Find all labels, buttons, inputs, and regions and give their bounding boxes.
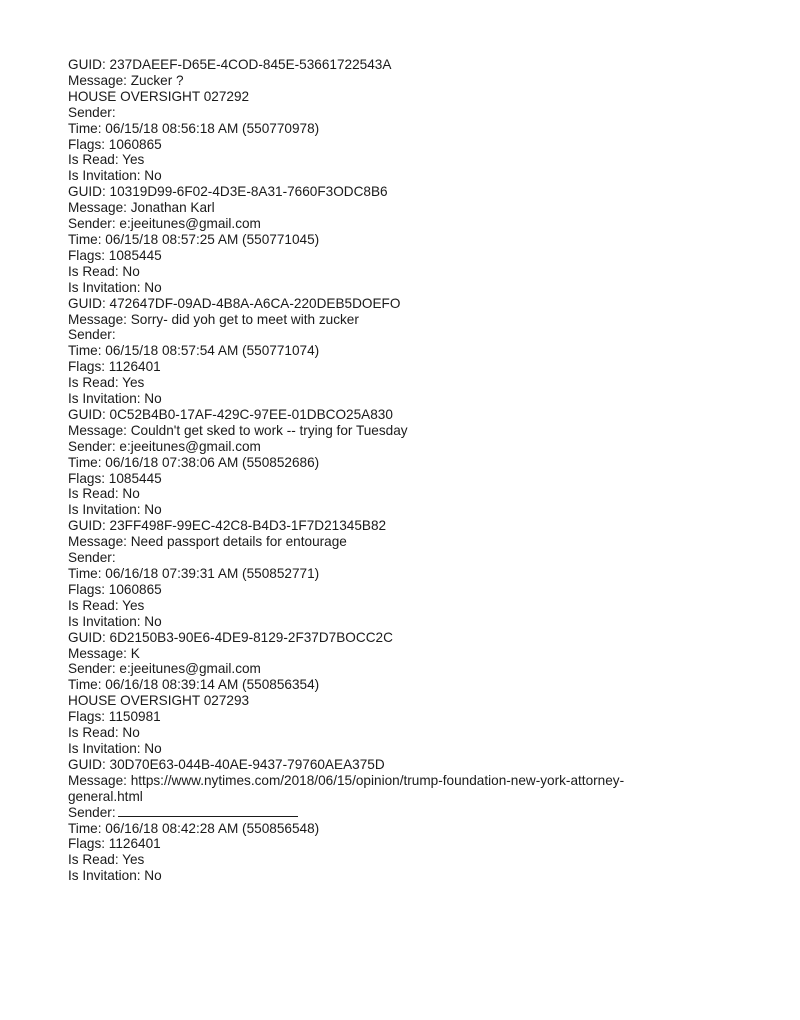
is-read-line: Is Read: No [68,725,140,741]
time-line: Time: 06/16/18 07:39:31 AM (550852771) [68,566,320,581]
time-line: Time: 06/16/18 08:39:14 AM (550856354) [68,677,320,693]
time-line: Time: 06/15/18 08:57:25 AM (550771045) [68,231,320,247]
guid-line: GUID: 472647DF-09AD-4B8A-A6CA-220DEB5DOEFO [68,295,401,311]
time-line: Time: 06/15/18 08:57:54 AM (550771074) [68,343,320,359]
flags-line: Flags: 1060865 [68,581,162,597]
is-invitation-line: Is Invitation: No [68,613,162,629]
message-log-document [68,57,768,884]
guid-line: GUID: 6D2150B3-90E6-4DE9-8129-2F37D7BOCC2C [68,629,393,645]
message-line: Message: Jonathan Karl [68,200,215,216]
guid-line: GUID: 237DAEEF-D65E-4COD-845E-53661722543A [68,57,392,72]
flags-line: Flags: 1126401 [68,359,161,375]
message-line: Message: https://www.nytimes.com/2018/06/15/opinion/trump-foundation-new-york-attorney- [68,772,625,788]
sender-line: Sender: e:jeeitunes@gmail.com [68,216,261,232]
flags-line: Flags: 1085445 [68,247,162,263]
redaction-underline [118,805,298,817]
flags-line: Flags: 1150981 [68,709,161,725]
flags-line: Flags: 1085445 [68,470,162,486]
is-invitation-line: Is Invitation: No [68,868,162,884]
time-line: Time: 06/15/18 08:56:18 AM (550770978) [68,120,320,136]
message-line: Message: Sorry- did yoh get to meet with zucker [68,311,359,327]
guid-line: GUID: 30D70E63-044B-40AE-9437-79760AEA375D [68,756,385,772]
is-invitation-line: Is Invitation: No [68,279,162,295]
message-line: Message: K [68,645,140,661]
sender-line: Sender: e:jeeitunes@gmail.com [68,661,261,677]
sender-label: Sender: [68,804,116,820]
bates-stamp: HOUSE OVERSIGHT 027293 [68,693,250,709]
is-read-line: Is Read: No [68,263,140,279]
is-read-line: Is Read: Yes [68,597,145,613]
flags-line: Flags: 1126401 [68,836,161,852]
sender-line: Sender: [68,327,116,343]
sender-line: Sender: e:jeeitunes@gmail.com [68,438,261,454]
is-invitation-line: Is Invitation: No [68,168,162,184]
message-line: Message: Zucker ? [68,72,184,88]
is-invitation-line: Is Invitation: No [68,740,162,756]
sender-line-with-redaction [68,805,768,821]
flags-line: Flags: 1060865 [68,136,162,152]
sender-line: Sender: [68,104,116,120]
is-read-line: Is Read: No [68,486,140,502]
guid-line: GUID: 23FF498F-99EC-42C8-B4D3-1F7D21345B82 [68,518,387,534]
is-read-line: Is Read: Yes [68,375,145,391]
message-line: Message: Couldn't get sked to work -- trying for Tuesday [68,422,408,438]
guid-line: GUID: 0C52B4B0-17AF-429C-97EE-01DBCO25A830 [68,406,393,422]
is-read-line: Is Read: Yes [68,852,145,868]
bates-stamp: HOUSE OVERSIGHT 027292 [68,88,250,104]
is-read-line: Is Read: Yes [68,152,145,168]
message-line: Message: Need passport details for entourage [68,534,347,550]
is-invitation-line: Is Invitation: No [68,391,162,407]
is-invitation-line: Is Invitation: No [68,502,162,518]
time-line: Time: 06/16/18 08:42:28 AM (550856548) [68,820,320,836]
guid-line: GUID: 10319D99-6F02-4D3E-8A31-7660F3ODC8B6 [68,184,388,200]
sender-line: Sender: [68,550,116,566]
message-line-continued: general.html [68,788,143,804]
time-line: Time: 06/16/18 07:38:06 AM (550852686) [68,454,320,470]
